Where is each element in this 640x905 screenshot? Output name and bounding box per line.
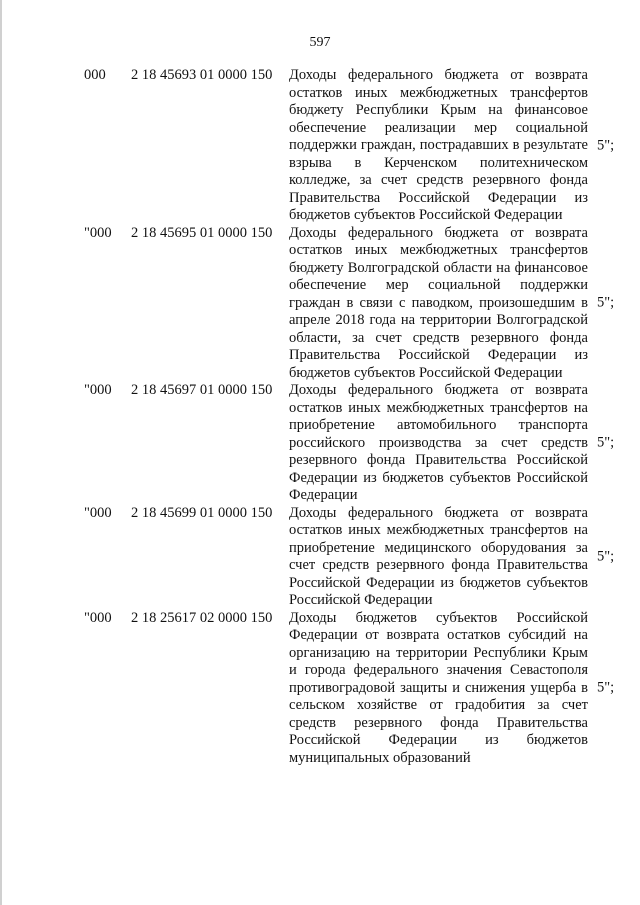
revenue-code: 2 18 45695 01 0000 150 bbox=[131, 224, 273, 241]
revenue-description: Доходы федерального бюджета от возврата остатков иных межбюджетных трансфертов бюджету Волгоградской области на финансовое обеспечение мер социальной поддержки граждан в связи с паводком, произошедшим в апреле 2018 года на территории Волгоградской области, за счет средств резервного фонда Правительства Российской Федерации из бюджетов субъектов Российской Федерации bbox=[289, 224, 588, 381]
admin-code: "000 bbox=[84, 382, 112, 398]
revenue-code: 2 18 25617 02 0000 150 bbox=[131, 609, 273, 626]
table-row bbox=[0, 610, 640, 768]
table-row bbox=[0, 67, 640, 225]
table-row bbox=[0, 225, 640, 383]
row-suffix: 5"; bbox=[597, 137, 615, 153]
row-suffix: 5"; bbox=[597, 679, 615, 696]
revenue-code: 2 18 45697 01 0000 150 bbox=[131, 382, 273, 398]
classification-rows bbox=[0, 67, 640, 767]
revenue-code: 2 18 45693 01 0000 150 bbox=[131, 67, 273, 83]
admin-code: 000 bbox=[84, 67, 106, 83]
revenue-code: 2 18 45699 01 0000 150 bbox=[131, 504, 273, 521]
admin-code: "000 bbox=[84, 609, 112, 626]
revenue-description: Доходы федерального бюджета от возврата остатков иных межбюджетных трансфертов на приобретение автомобильного транспорта российского производства за счет средств резервного фонда Правительства Российской Федерации из бюджетов субъектов Российской Федерации bbox=[289, 382, 588, 503]
revenue-description: Доходы бюджетов субъектов Российской Федерации от возврата остатков субсидий на организацию на территории Республики Крым и города федерального значения Севастополя противоградовой защиты и снижения ущерба в сельском хозяйстве от градобития за счет средств резервного фонда Правительства Российской Федерации из бюджетов муниципальных образований bbox=[289, 609, 588, 766]
row-suffix: 5"; bbox=[597, 548, 615, 565]
row-suffix: 5"; bbox=[597, 434, 615, 451]
table-row bbox=[0, 505, 640, 610]
table-row bbox=[0, 382, 640, 505]
revenue-description: Доходы федерального бюджета от возврата остатков иных межбюджетных трансфертов на приобретение медицинского оборудования за счет средств резервного фонда Правительства Российской Федерации из бюджетов субъектов Российской Федерации bbox=[289, 504, 588, 608]
row-suffix: 5"; bbox=[597, 294, 615, 311]
revenue-description: Доходы федерального бюджета от возврата остатков иных межбюджетных трансфертов бюджету Республики Крым на финансовое обеспечение реализации мер социальной поддержки граждан, пострадавших в результате взрыва в Керченском политехническом колледже, за счет средств резервного фонда Правительства Российской Федерации из бюджетов субъектов Российской Федерации bbox=[289, 67, 588, 223]
admin-code: "000 bbox=[84, 224, 112, 241]
admin-code: "000 bbox=[84, 504, 112, 521]
page-number: 597 bbox=[309, 35, 331, 50]
